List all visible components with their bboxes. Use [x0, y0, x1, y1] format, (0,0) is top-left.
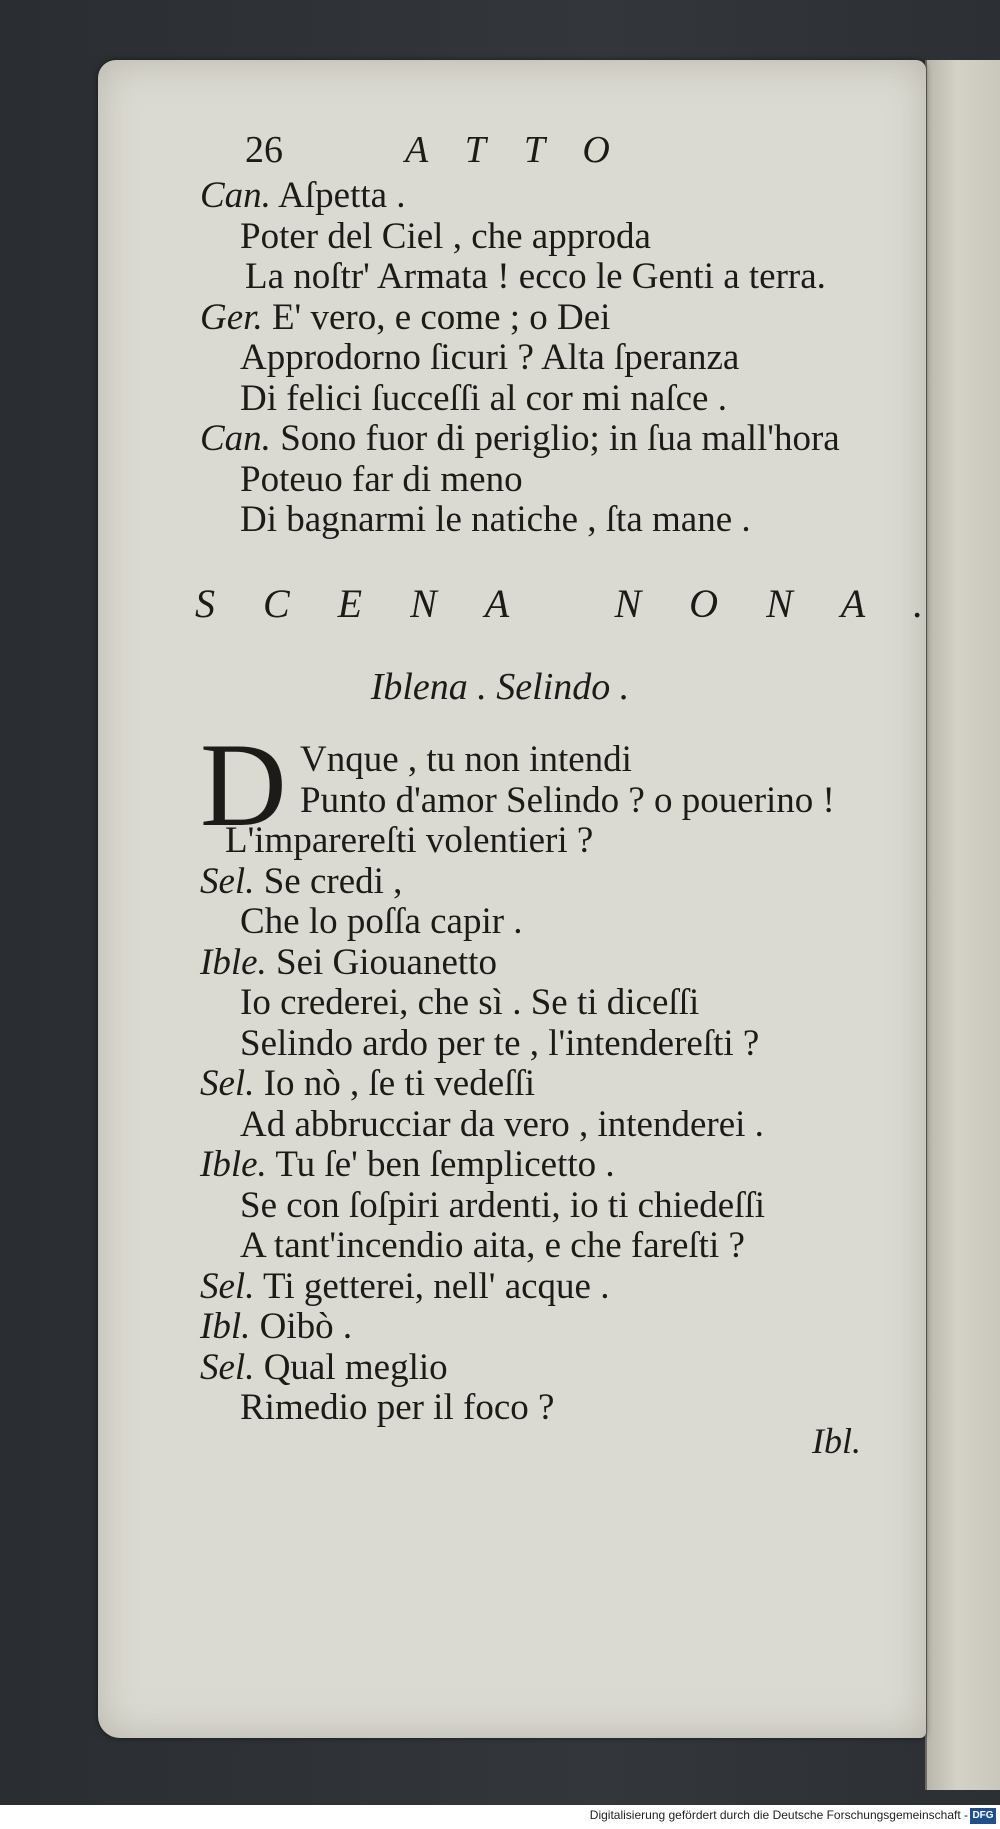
verse-line [200, 943, 497, 983]
speaker-label: Sel. [200, 1346, 255, 1388]
drop-cap-initial: D [200, 718, 287, 851]
verse-line [200, 419, 840, 459]
verse-line [240, 983, 699, 1023]
verse-text: Se con ſoſpiri ardenti, io ti chiedeſſi [240, 1184, 766, 1226]
verse-text: Sono fuor di periglio; in ſua mall'hora [270, 418, 840, 459]
digitization-credit: Digitalisierung gefördert durch die Deutsche Forschungsgemeinschaft - [589, 1808, 968, 1822]
verse-line [240, 902, 523, 942]
verse-text: Selindo ardo per te , l'intendereſti ? [240, 1022, 760, 1064]
verse-text: Ad abbrucciar da vero , intenderei . [240, 1103, 764, 1145]
verse-line [200, 298, 610, 338]
speaker-label: Sel. [200, 1063, 255, 1104]
verse-text: Io crederei, che sì . Se ti diceſſi [240, 982, 700, 1023]
verse-line [240, 1388, 554, 1428]
verse-line [240, 338, 739, 378]
verse-text: Qual meglio [254, 1346, 448, 1388]
verse-line [200, 176, 406, 216]
catchword: Ibl. [812, 1421, 861, 1461]
speaker-label: Sel. [200, 860, 255, 902]
speaker-label: Ible. [200, 941, 267, 983]
page-number: 26 [245, 129, 283, 171]
verse-text: L'imparereſti volentieri ? [225, 820, 594, 861]
running-title: ATTO [405, 129, 648, 171]
verse-text: Di bagnarmi le natiche , ſta mane . [240, 499, 751, 540]
verse-line [240, 1105, 764, 1145]
verse-text: Approdorno ſicuri ? Alta ſperanza [240, 337, 740, 378]
scene-persons: Iblena . Selindo . [370, 666, 630, 708]
verse-line [240, 1226, 745, 1266]
verse-text: Tu ſe' ben ſemplicetto . [266, 1144, 615, 1185]
verse-line [240, 1024, 759, 1064]
verse-text: E' vero, e come ; o Dei [262, 296, 611, 338]
verse-line [200, 1267, 609, 1307]
verse-line [200, 1348, 448, 1388]
verse-line [240, 460, 523, 500]
verse-line [200, 1064, 535, 1104]
verse-text: Punto d'amor Selindo ? o pouerino ! [300, 779, 835, 821]
verse-text: Io nò , ſe ti vedeſſi [254, 1063, 535, 1104]
verse-line [300, 781, 835, 821]
verse-text: Di felici ſucceſſi al cor mi naſce . [240, 377, 727, 419]
scene-title: SCENA NONA. [195, 581, 972, 626]
verse-text: Poteuo far di meno [240, 458, 523, 500]
verse-text: Poter del Ciel , che approda [240, 215, 651, 257]
verse-line [240, 500, 751, 540]
verse-text: Ti getterei, nell' acque . [254, 1265, 610, 1307]
verse-text: Rimedio per il foco ? [240, 1387, 555, 1428]
verse-text: Oibò . [250, 1306, 353, 1347]
speaker-label: Ger. [200, 296, 263, 338]
verse-line [240, 379, 727, 419]
verse-line [245, 257, 826, 297]
verse-line [225, 821, 593, 861]
verse-text: Se credi , [254, 860, 403, 902]
verse-line [200, 1145, 615, 1185]
verse-text: A tant'incendio aita, e che fareſti ? [240, 1225, 745, 1266]
verse-text: Aſpetta . [270, 175, 406, 216]
verse-line [240, 217, 651, 257]
verse-text: La noſtr' Armata ! ecco le Genti a terra. [245, 256, 826, 297]
verse-text: Vnque , tu non intendi [300, 739, 632, 780]
verse-line [300, 740, 632, 780]
verse-line [200, 1307, 352, 1347]
speaker-label: Ible. [200, 1144, 267, 1185]
facing-page-edge [925, 60, 1000, 1790]
verse-line [240, 1186, 765, 1226]
verse-text: Sei Giouanetto [266, 941, 497, 983]
verse-text: Che lo poſſa capir . [240, 901, 523, 942]
speaker-label: Can. [200, 175, 271, 216]
dfg-logo: DFG [970, 1808, 996, 1824]
speaker-label: Ibl. [200, 1306, 251, 1347]
speaker-label: Sel. [200, 1265, 255, 1307]
speaker-label: Can. [200, 418, 271, 459]
verse-line [200, 862, 402, 902]
